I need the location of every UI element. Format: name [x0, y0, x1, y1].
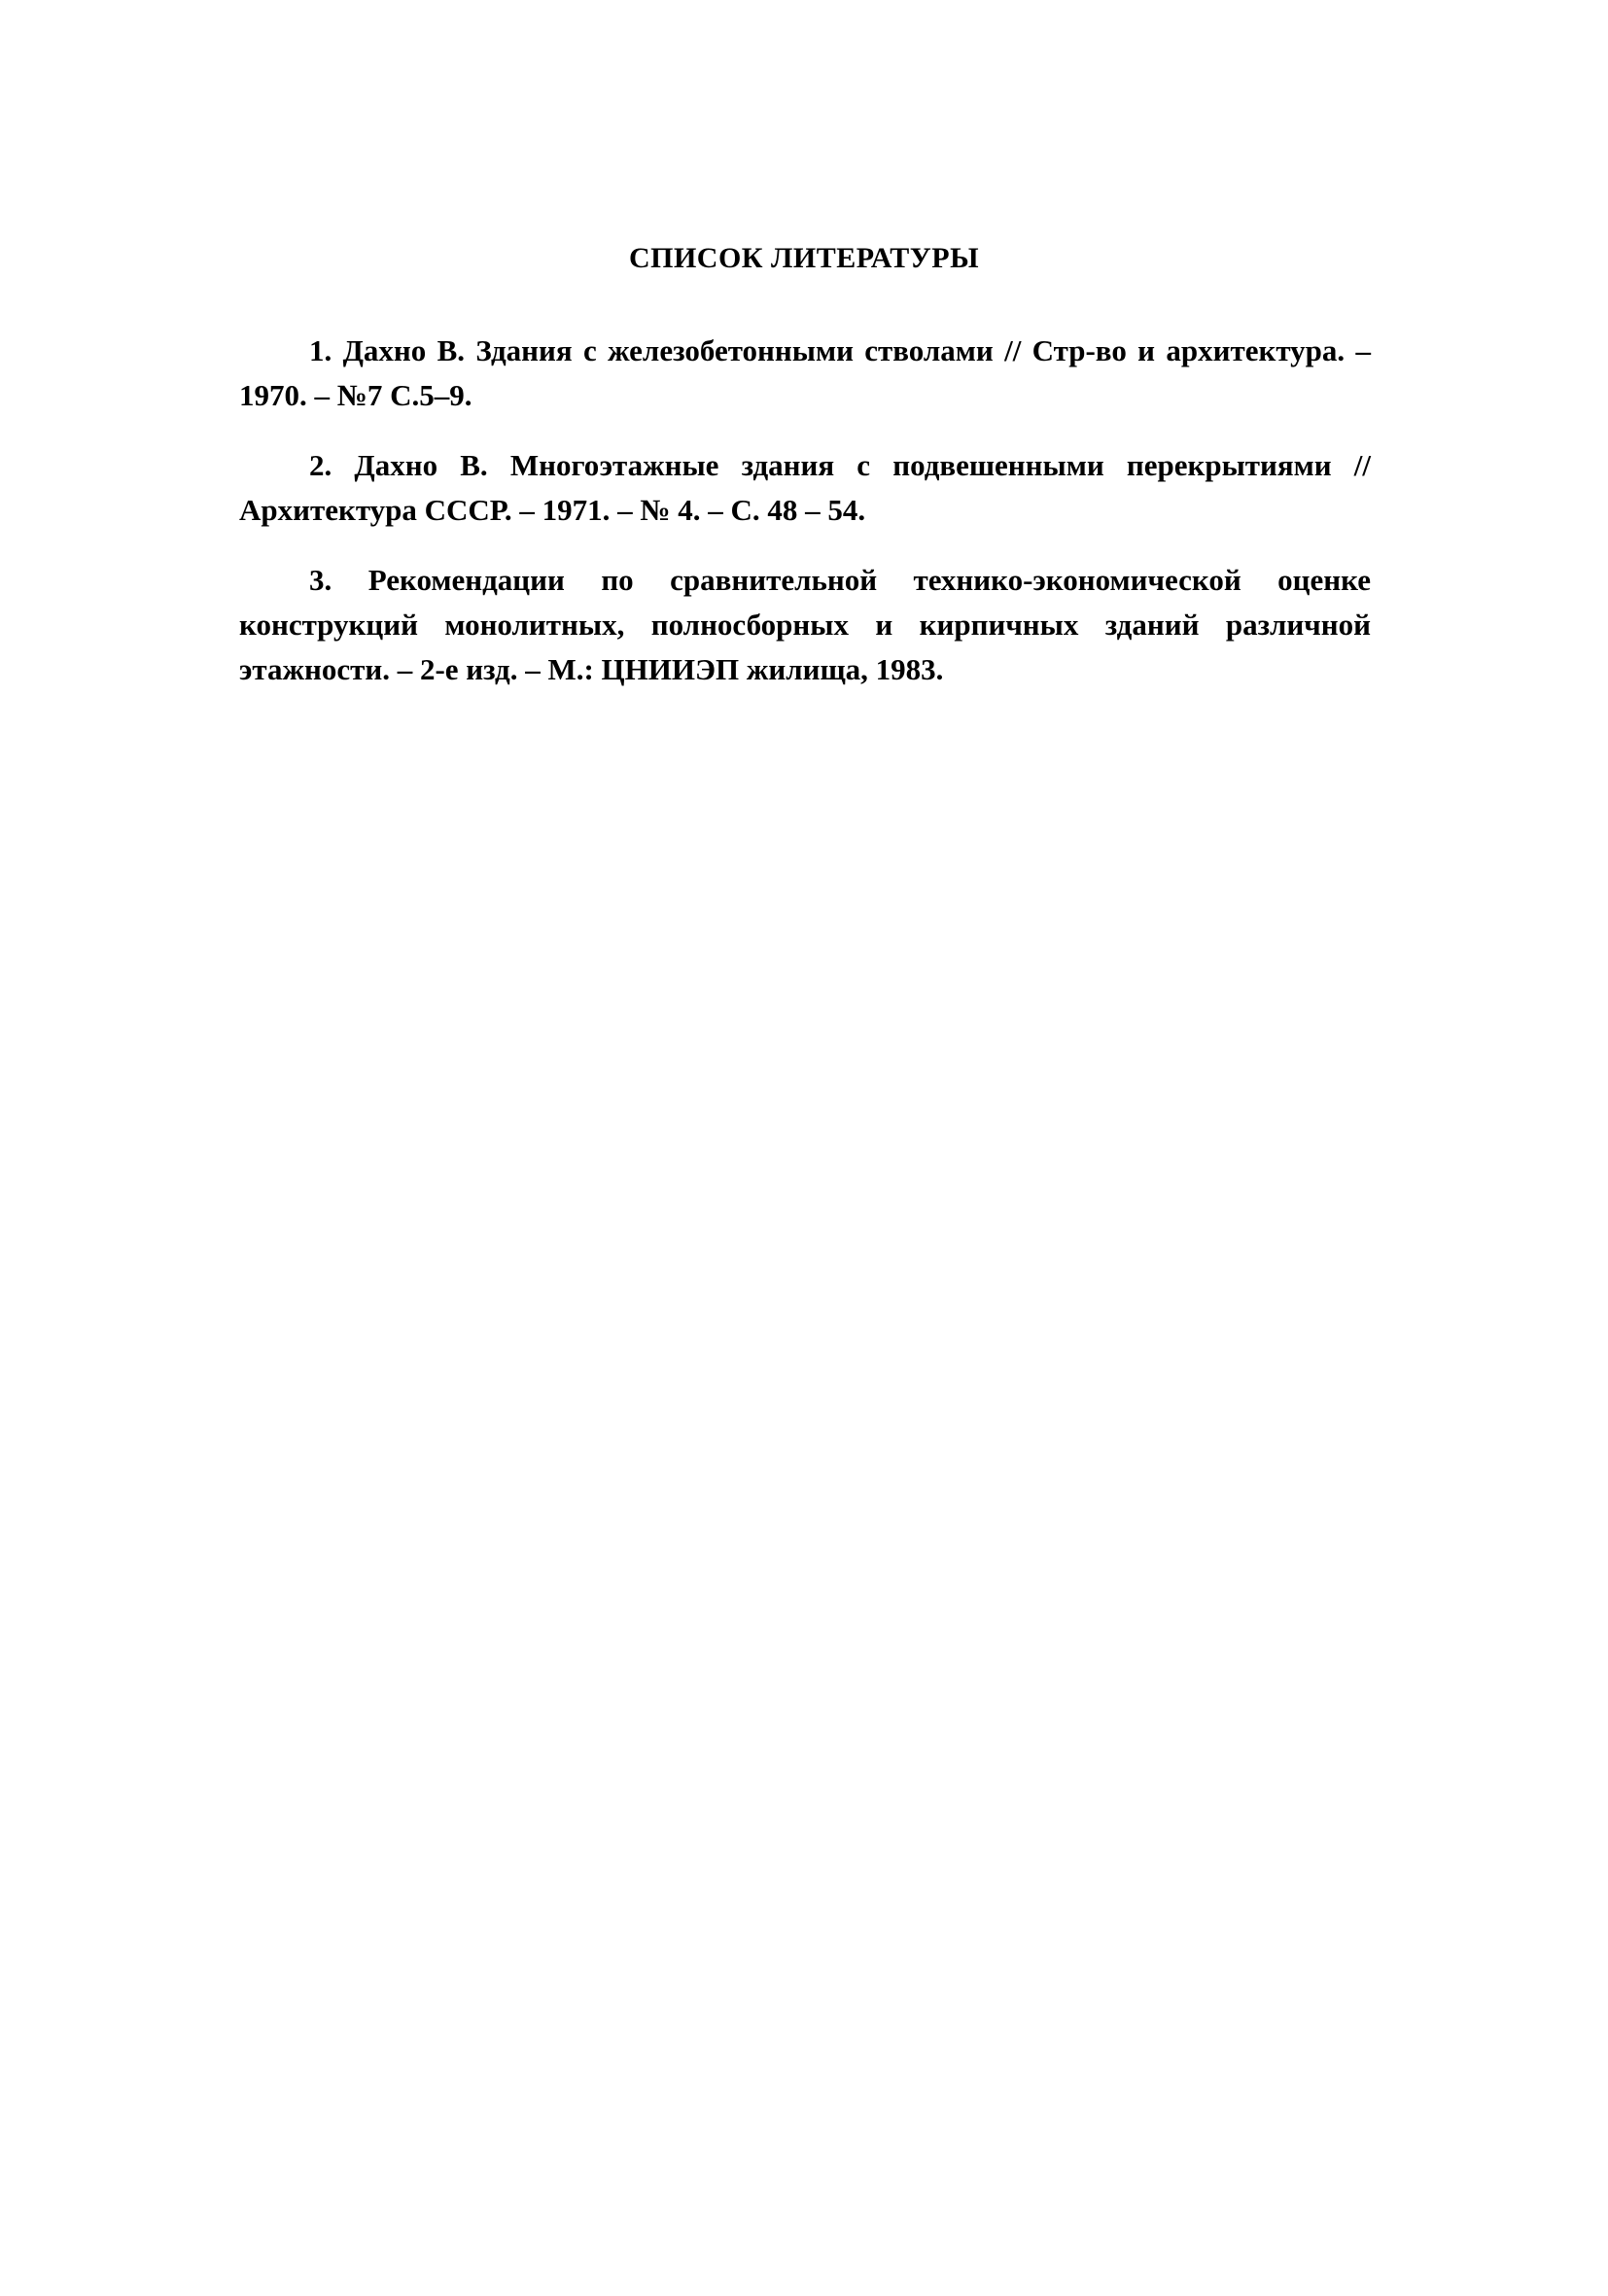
- reference-item-1: 1. Дахно В. Здания с железобетонными стволами // Стр-во и архитектура. – 1970. – №7 С.5–9.: [239, 333, 1371, 412]
- reference-list: [239, 329, 1371, 717]
- reference-item-3: 3. Рекомендации по сравнительной технико-экономической оценке конструкций монолитных, полносборных и кирпичных зданий различной этажности. – 2-е изд. – М.: ЦНИИЭП жилища, 1983.: [239, 563, 1371, 686]
- references-heading: СПИСОК ЛИТЕРАТУРЫ: [628, 242, 980, 274]
- reference-item-2: 2. Дахно В. Многоэтажные здания с подвешенными перекрытиями //Архитектура СССР. – 1971. – № 4. – С. 48 – 54.: [239, 448, 1371, 527]
